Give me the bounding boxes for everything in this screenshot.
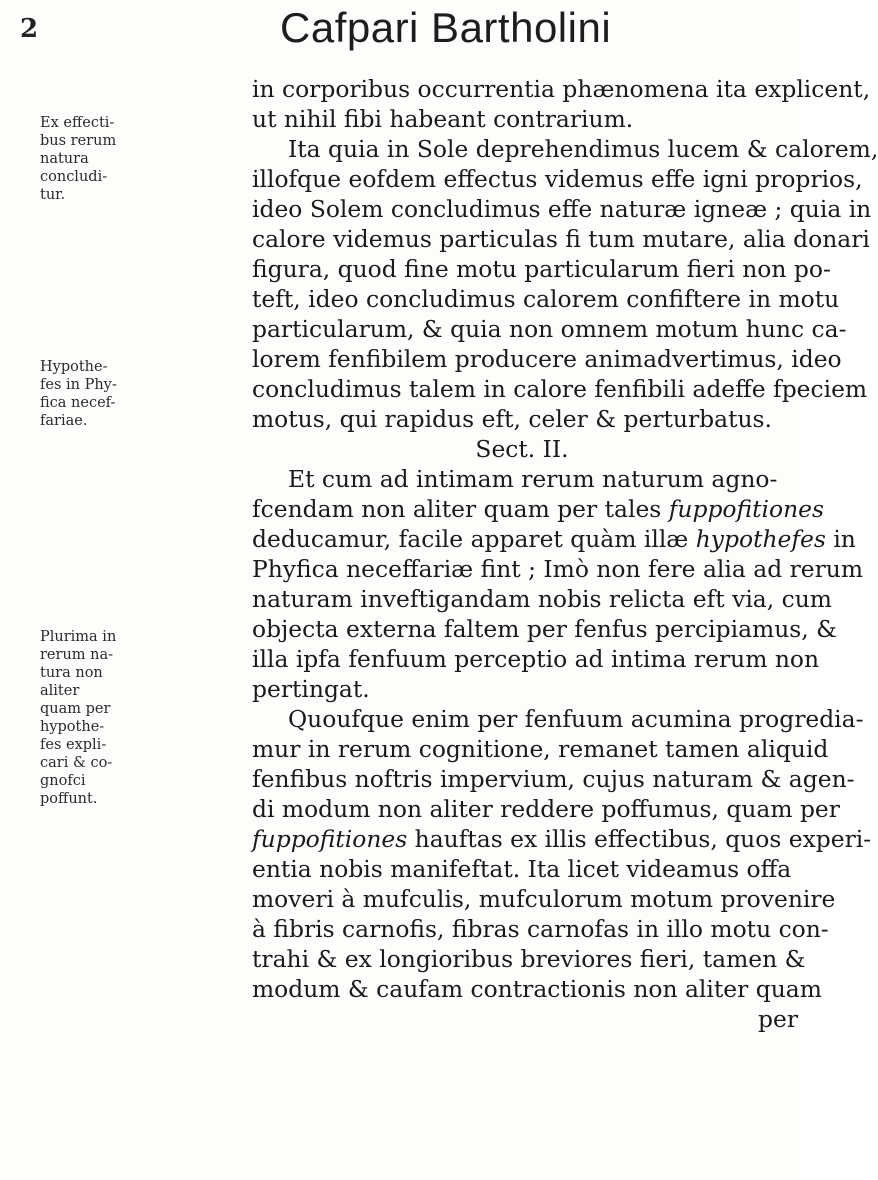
text-line: concludimus talem in calore fenfibili adeffe fpeciem bbox=[252, 375, 868, 403]
text-line: lorem fenfibilem producere animadvertimus, ideo bbox=[252, 345, 842, 373]
margin-note-line: fica necef- bbox=[40, 395, 116, 411]
margin-note-line: quam per bbox=[40, 701, 111, 717]
margin-note-plurima bbox=[40, 628, 250, 808]
margin-note-line: fes expli- bbox=[40, 737, 107, 753]
margin-note-line: Ex effecti- bbox=[40, 115, 115, 131]
text-line bbox=[252, 494, 824, 524]
text-line: illa ipfa fenfuum perceptio ad intima rerum non bbox=[252, 645, 820, 673]
margin-note-line: cari & co- bbox=[40, 755, 113, 771]
text-line: pertingat. bbox=[252, 675, 370, 703]
margin-note-line: fes in Phy- bbox=[40, 377, 117, 393]
margin-note-line: concludi- bbox=[40, 169, 108, 185]
margin-note-line: Plurima in bbox=[40, 629, 117, 645]
margin-note-line: rerum na- bbox=[40, 647, 114, 663]
text-line: moveri à mufculis, mufculorum motum provenire bbox=[252, 885, 836, 913]
text-line: trahi & ex longioribus breviores fieri, tamen & bbox=[252, 945, 806, 973]
margin-note-line: aliter bbox=[40, 683, 80, 699]
text-span: in bbox=[825, 525, 856, 553]
margin-note-line: gnofci bbox=[40, 773, 86, 789]
text-line: ut nihil fibi habeant contrarium. bbox=[252, 105, 634, 133]
text-line bbox=[252, 824, 872, 854]
margin-note-line: tura non bbox=[40, 665, 103, 681]
catchword: per bbox=[758, 1005, 798, 1033]
text-line: mur in rerum cognitione, remanet tamen aliquid bbox=[252, 735, 829, 763]
text-line: naturam inveftigandam nobis relicta eft via, cum bbox=[252, 585, 832, 613]
text-line: à fibris carnofis, fibras carnofas in illo motu con- bbox=[252, 915, 829, 943]
margin-note-line: natura bbox=[40, 151, 89, 167]
margin-note-line: bus rerum bbox=[40, 133, 117, 149]
italic-term: fuppofitiones bbox=[668, 495, 824, 523]
text-line: di modum non aliter reddere poffumus, quam per bbox=[252, 795, 840, 823]
page-number: 2 bbox=[20, 14, 39, 44]
text-line: in corporibus occurrentia phænomena ita explicent, bbox=[252, 75, 871, 103]
text-span: deducamur, facile apparet quàm illæ bbox=[252, 525, 696, 553]
text-line: particularum, & quia non omnem motum hunc ca- bbox=[252, 315, 847, 343]
margin-note-line: hypothe- bbox=[40, 719, 105, 735]
text-line: motus, qui rapidus eft, celer & perturbatus. bbox=[252, 405, 772, 433]
text-line: Ita quia in Sole deprehendimus lucem & calorem, bbox=[288, 135, 878, 163]
text-line: fenfibus noftris impervium, cujus naturam & agen- bbox=[252, 765, 855, 793]
text-span: hauftas ex illis effectibus, quos experi- bbox=[407, 825, 872, 853]
margin-note-line: poffunt. bbox=[40, 791, 98, 807]
running-title: Cafpari Bartholini bbox=[280, 4, 612, 51]
margin-note-line: Hypothe- bbox=[40, 359, 108, 375]
text-line: entia nobis manifeftat. Ita licet videamus offa bbox=[252, 855, 792, 883]
text-line: figura, quod fine motu particularum fieri non po- bbox=[252, 255, 831, 283]
text-line: modum & caufam contractionis non aliter quam bbox=[252, 975, 822, 1003]
margin-note-line: fariae. bbox=[40, 413, 88, 429]
text-line: teft, ideo concludimus calorem confiftere in motu bbox=[252, 285, 840, 313]
text-line bbox=[252, 524, 856, 554]
text-line: illofque eofdem effectus videmus effe igni proprios, bbox=[252, 165, 863, 193]
text-line: Et cum ad intimam rerum naturum agno- bbox=[288, 465, 778, 493]
text-span: fcendam non aliter quam per tales bbox=[252, 495, 669, 523]
text-line: Quoufque enim per fenfuum acumina progredia- bbox=[288, 705, 864, 733]
margin-note-hypotheses bbox=[40, 358, 250, 430]
italic-term: fuppofitiones bbox=[252, 825, 408, 853]
text-line: ideo Solem concludimus effe naturæ igneæ ; quia in bbox=[252, 195, 872, 223]
margin-note-line: tur. bbox=[40, 187, 66, 203]
section-heading: Sect. II. bbox=[475, 435, 569, 463]
text-line: objecta externa faltem per fenfus percipiamus, & bbox=[252, 615, 837, 643]
italic-term: hypothefes bbox=[695, 525, 826, 553]
text-line: calore videmus particulas fi tum mutare, alia donari bbox=[252, 225, 870, 253]
text-line: Phyfica neceffariæ fint ; Imò non fere alia ad rerum bbox=[252, 555, 864, 583]
margin-note-effects bbox=[40, 114, 250, 204]
body-text bbox=[252, 74, 878, 1034]
